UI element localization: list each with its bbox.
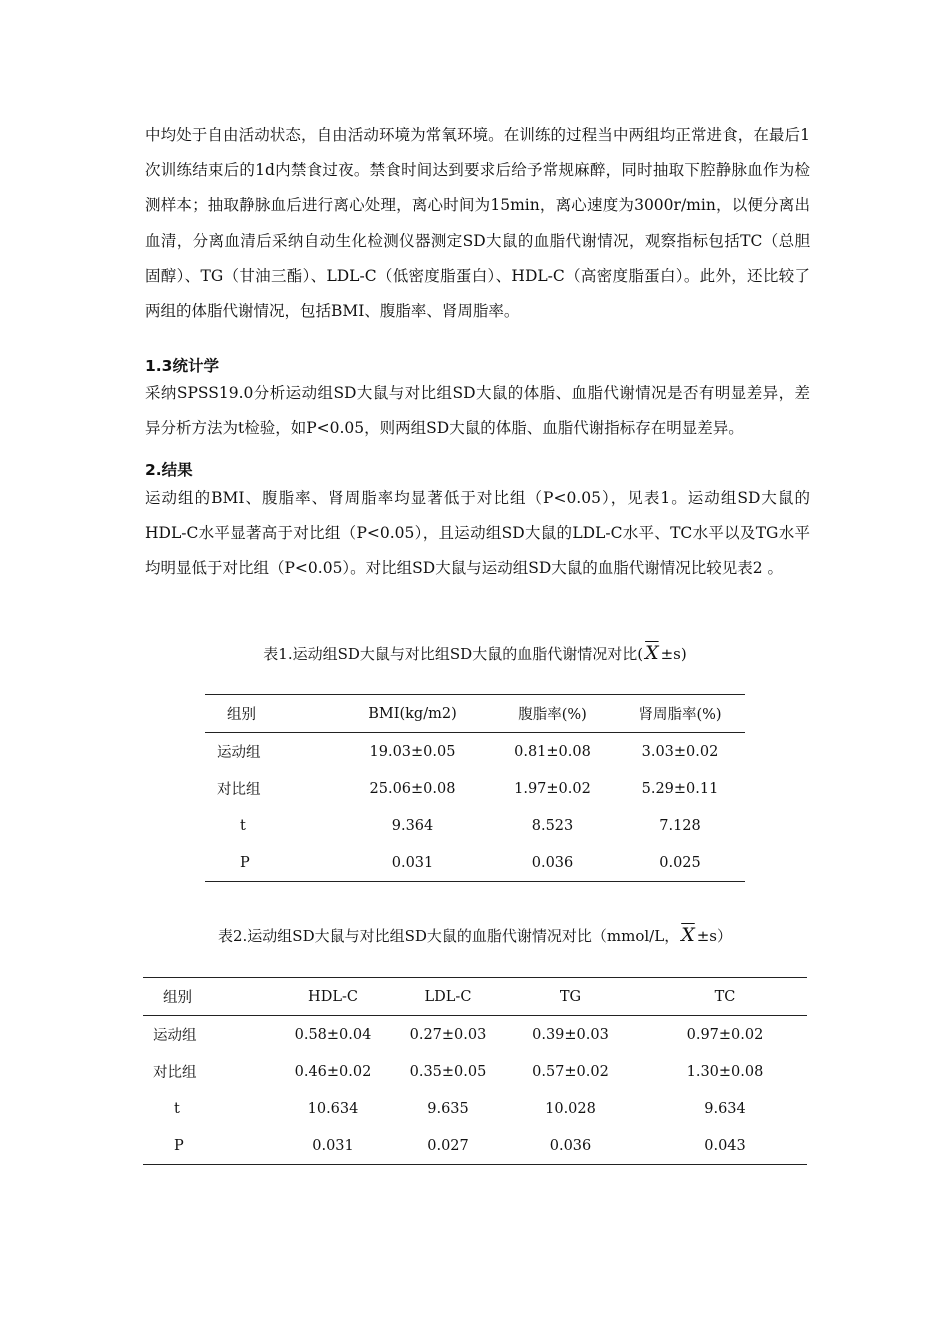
column-header: 组别 <box>143 978 268 1016</box>
table-cell: 10.028 <box>545 1100 596 1117</box>
table-row <box>205 807 745 844</box>
table-row <box>143 1016 807 1054</box>
table-row <box>143 1127 807 1165</box>
table-row <box>205 844 745 882</box>
table-cell: 1.30±0.08 <box>686 1063 764 1080</box>
table-cell: 10.634 <box>307 1100 359 1117</box>
table-cell: 0.036 <box>498 1127 643 1165</box>
column-header: 腹脂率(%) <box>490 695 615 733</box>
column-header: HDL-C <box>268 978 398 1016</box>
table-cell: 0.27±0.03 <box>409 1026 487 1043</box>
table-row <box>205 733 745 771</box>
table-cell: 0.043 <box>643 1127 807 1165</box>
table-cell: 0.031 <box>335 844 490 882</box>
table-cell: 9.364 <box>391 817 434 834</box>
column-header: TG <box>498 978 643 1016</box>
table1 <box>205 694 745 882</box>
table-cell: 0.35±0.05 <box>409 1063 487 1080</box>
table-cell: 1.97±0.02 <box>514 780 591 797</box>
table1-caption-text: 表1.运动组SD大鼠与对比组SD大鼠的血脂代谢情况对比( <box>263 645 644 663</box>
table-cell: 3.03±0.02 <box>641 743 719 760</box>
table-row <box>143 1053 807 1090</box>
table1-caption-suffix: ±s) <box>660 645 687 663</box>
row-label: 对比组 <box>153 1065 197 1081</box>
table-cell: 0.39±0.03 <box>532 1026 609 1043</box>
table-cell: 0.031 <box>268 1127 398 1165</box>
x-bar-symbol: $\overline{X}$ <box>645 642 659 664</box>
row-label: t <box>240 817 246 834</box>
table-cell: 7.128 <box>659 817 701 834</box>
methods-paragraph: 中均处于自由活动状态，自由活动环境为常氧环境。在训练的过程当中两组均正常进食，在最后1次训练结束后的1d内禁食过夜。禁食时间达到要求后给予常规麻醉，同时抽取下腔静脉血作为检测样本；抽取静脉血后进行离心处理，离心时间为15min，离心速度为3000r/min，以便分离出血清，分离血清后采纳自动生化检测仪器测定SD大鼠的血脂代谢情况，观察指标包括TC（总胆固醇）、TG（甘油三酯）、LDL-C（低密度脂蛋白）、HDL-C（高密度脂蛋白）。此外，还比较了两组的体脂代谢情况，包括BMI、腹脂率、肾周脂率。 <box>145 126 810 321</box>
table-header-row <box>143 978 807 1016</box>
table-cell: 0.97±0.02 <box>686 1026 764 1043</box>
table-cell: 0.025 <box>615 844 745 882</box>
row-label: P <box>205 844 335 882</box>
results-paragraph: 运动组的BMI、腹脂率、肾周脂率均显著低于对比组（P<0.05），见表1。运动组SD大鼠的HDL-C水平显著高于对比组（P<0.05），且运动组SD大鼠的LDL-C水平、TC水平以及TG水平均明显低于对比组（P<0.05）。对比组SD大鼠与运动组SD大鼠的血脂代谢情况比较见表2 。 <box>145 489 810 578</box>
row-label: t <box>174 1100 180 1117</box>
table-cell: 0.81±0.08 <box>514 743 591 760</box>
column-header: TC <box>643 978 807 1016</box>
column-header: LDL-C <box>398 978 498 1016</box>
table-cell: 5.29±0.11 <box>641 780 719 797</box>
row-label: P <box>143 1127 268 1165</box>
table-row <box>143 1090 807 1127</box>
column-header: 肾周脂率(%) <box>615 695 745 733</box>
statistics-paragraph: 采纳SPSS19.0分析运动组SD大鼠与对比组SD大鼠的体脂、血脂代谢情况是否有明显差异，差异分析方法为t检验，如P<0.05，则两组SD大鼠的体脂、血脂代谢指标存在明显差异。 <box>145 384 810 438</box>
table-cell: 8.523 <box>531 817 574 834</box>
table2-caption <box>0 924 950 946</box>
column-header: 组别 <box>205 695 335 733</box>
table-cell: 25.06±0.08 <box>369 780 456 797</box>
table-cell: 0.57±0.02 <box>532 1063 609 1080</box>
section-heading-statistics: 1.3统计学 <box>145 357 219 375</box>
row-label: 对比组 <box>217 782 261 798</box>
row-label: 运动组 <box>153 1028 197 1044</box>
table2 <box>143 977 807 1165</box>
column-header: BMI(kg/m2) <box>335 695 490 733</box>
section-heading-results: 2.结果 <box>145 461 193 479</box>
x-bar-symbol: $\overline{X}$ <box>681 924 695 946</box>
table-cell: 9.634 <box>704 1100 746 1117</box>
table-cell: 0.46±0.02 <box>294 1063 372 1080</box>
table-header-row <box>205 695 745 733</box>
table-cell: 0.027 <box>398 1127 498 1165</box>
table2-caption-suffix: ±s） <box>696 927 733 945</box>
table2-caption-text: 表2.运动组SD大鼠与对比组SD大鼠的血脂代谢情况对比（mmol/L， <box>217 927 680 945</box>
table-cell: 9.635 <box>427 1100 469 1117</box>
table-row <box>205 770 745 807</box>
table-cell: 0.036 <box>490 844 615 882</box>
row-label: 运动组 <box>217 745 261 761</box>
table1-caption <box>0 642 950 664</box>
table-cell: 0.58±0.04 <box>294 1026 372 1043</box>
table-cell: 19.03±0.05 <box>369 743 456 760</box>
